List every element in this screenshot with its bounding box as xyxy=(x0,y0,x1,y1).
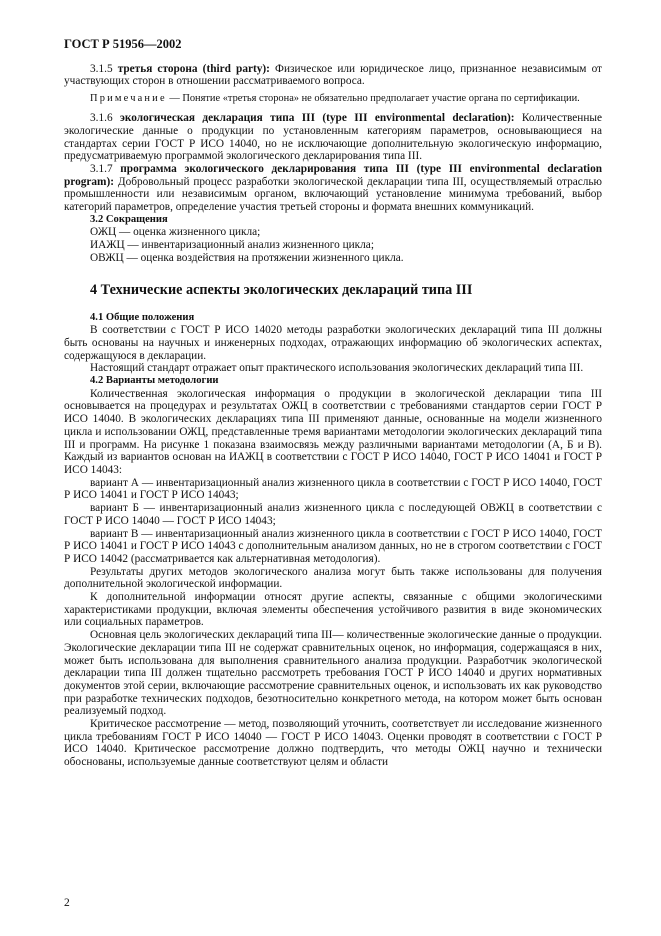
section-4-2-title: 4.2 Варианты методологии xyxy=(90,375,219,387)
paragraph: Критическое рассмотрение — метод, позволяющий уточнить, соответствует ли исследование жизненного цикла требованиям ГОСТ Р ИСО 14040 — ГОСТ Р ИСО 14043. Оценки проводят в соответствии с ГОСТ Р ИСО 14040. Критическое рассмотрение должно подтвердить, что методы ОЖЦ научно и технически обоснованы, используемые данные соответствуют целям и области xyxy=(64,718,602,769)
paragraph: В соответствии с ГОСТ Р ИСО 14020 методы разработки экологических деклараций типа III должны быть основаны на научных и инженерных подходах, отражающих информацию об экологических аспектах, содержащуюся в декларации. xyxy=(64,324,602,362)
clause-number: 3.1.5 xyxy=(90,62,118,75)
abbreviation-item: ОВЖЦ — оценка воздействия на протяжении жизненного цикла. xyxy=(90,251,404,264)
note xyxy=(64,93,602,105)
clause-number: 3.1.6 xyxy=(90,112,121,125)
paragraph: К дополнительной информации относят другие аспекты, связанные с общими экологическими характеристиками продукции, включая элементы обеспечения устойчивого развития в виде экономических или социальных параметров. xyxy=(64,591,602,629)
variant-a: вариант А — инвентаризационный анализ жизненного цикла в соответствии с ГОСТ Р ИСО 14040, ГОСТ Р ИСО 14041 и ГОСТ Р ИСО 14043; xyxy=(64,476,602,502)
term: экологическая декларация типа III (type III environmental declaration): xyxy=(120,112,515,125)
paragraph: Результаты других методов экологического анализа могут быть также использованы для получения дополнительной экологической информации. xyxy=(64,565,602,591)
term: программа экологического декларирования типа III (type III environmental declaration program): xyxy=(64,162,603,188)
clause-3-1-7 xyxy=(64,163,602,214)
clause-3-1-6 xyxy=(64,112,602,163)
definition: Количественные экологические данные о продукции по установленным категориям параметров, основывающиеся на стандартах серии ГОСТ Р ИСО 14040, но не исключающие дополнительную экологическую информацию, предусматриваемую программой экологического декларирования типа III. xyxy=(64,112,602,163)
definition: Физическое или юридическое лицо, признанное независимым от участвующих сторон в отношении рассматриваемого вопроса. xyxy=(64,62,602,88)
paragraph: Настоящий стандарт отражает опыт практического использования экологических деклараций типа III. xyxy=(90,362,584,375)
page-number: 2 xyxy=(64,897,70,909)
paragraph: Основная цель экологических деклараций типа III— количественные экологические данные о продукции. Экологические декларации типа III не содержат сравнительных оценок, но информация, содержащаяся в них, может быть использована для выполнения сравнительного анализа продукции. Разработчик экологической декларации типа III должен тщательно рассмотреть требования ГОСТ Р ИСО 14040 и других нормативных документов этой серии, включающие рассмотрение сравнительных оценок, и использовать их как руководство при разработке технических подходов, безотносительно конкретного метода, на котором может быть основан реализуемый подход. xyxy=(64,629,602,718)
clause-number: 3.1.7 xyxy=(90,162,121,175)
section-4-1-title: 4.1 Общие положения xyxy=(90,311,195,323)
term: третья сторона (third party): xyxy=(117,62,270,75)
abbreviation-item: ОЖЦ — оценка жизненного цикла; xyxy=(90,226,261,239)
document-header: ГОСТ Р 51956—2002 xyxy=(64,37,182,51)
paragraph: Количественная экологическая информация о продукции в экологической декларации типа III основывается на процедурах и результатах ОЖЦ в соответствии с требованиями стандартов серии ГОСТ Р ИСО 14040. В экологических декларациях типа III применяют данные, основанные на модели жизненного цикла и использовании ОЖЦ, представленные тремя вариантами методологии экологических деклараций типа III и программ. На рисунке 1 показана взаимосвязь между различными вариантами методологии (А, Б и В). Каждый из вариантов основан на ИАЖЦ в соответствии с ГОСТ Р ИСО 14040, ГОСТ Р ИСО 14041 и ГОСТ Р ИСО 14043: xyxy=(64,387,602,476)
definition: Добровольный процесс разработки экологической декларации типа III, осуществляемый отраслью промышленности или независимым органом, включающий установление минимума требований, выбор категорий параметров, определение участия третьей стороны и формата внешних коммуникаций. xyxy=(64,175,602,214)
abbreviation-item: ИАЖЦ — инвентаризационный анализ жизненного цикла; xyxy=(90,239,374,252)
document-page xyxy=(64,38,602,769)
clause-3-1-5 xyxy=(64,63,602,88)
section-4-title: 4 Технические аспекты экологических деклараций типа III xyxy=(90,281,473,298)
variant-v: вариант В — инвентаризационный анализ жизненного цикла в соответствии с ГОСТ Р ИСО 14040, ГОСТ Р ИСО 14041 и ГОСТ Р ИСО 14043 с дополнительным анализом данных, но не в строгом соответствии с ГОСТ Р ИСО 14042 (рассматривается как альтернативная методология). xyxy=(64,527,602,565)
note-text: — Понятие «третья сторона» не обязательно предполагает участие органа по сертификации. xyxy=(166,93,580,105)
note-label: Примечание xyxy=(90,93,167,105)
section-3-2-title: 3.2 Сокращения xyxy=(90,213,168,225)
variant-b: вариант Б — инвентаризационный анализ жизненного цикла с последующей ОВЖЦ в соответствии с ГОСТ Р ИСО 14040 — ГОСТ Р ИСО 14043; xyxy=(64,502,602,527)
